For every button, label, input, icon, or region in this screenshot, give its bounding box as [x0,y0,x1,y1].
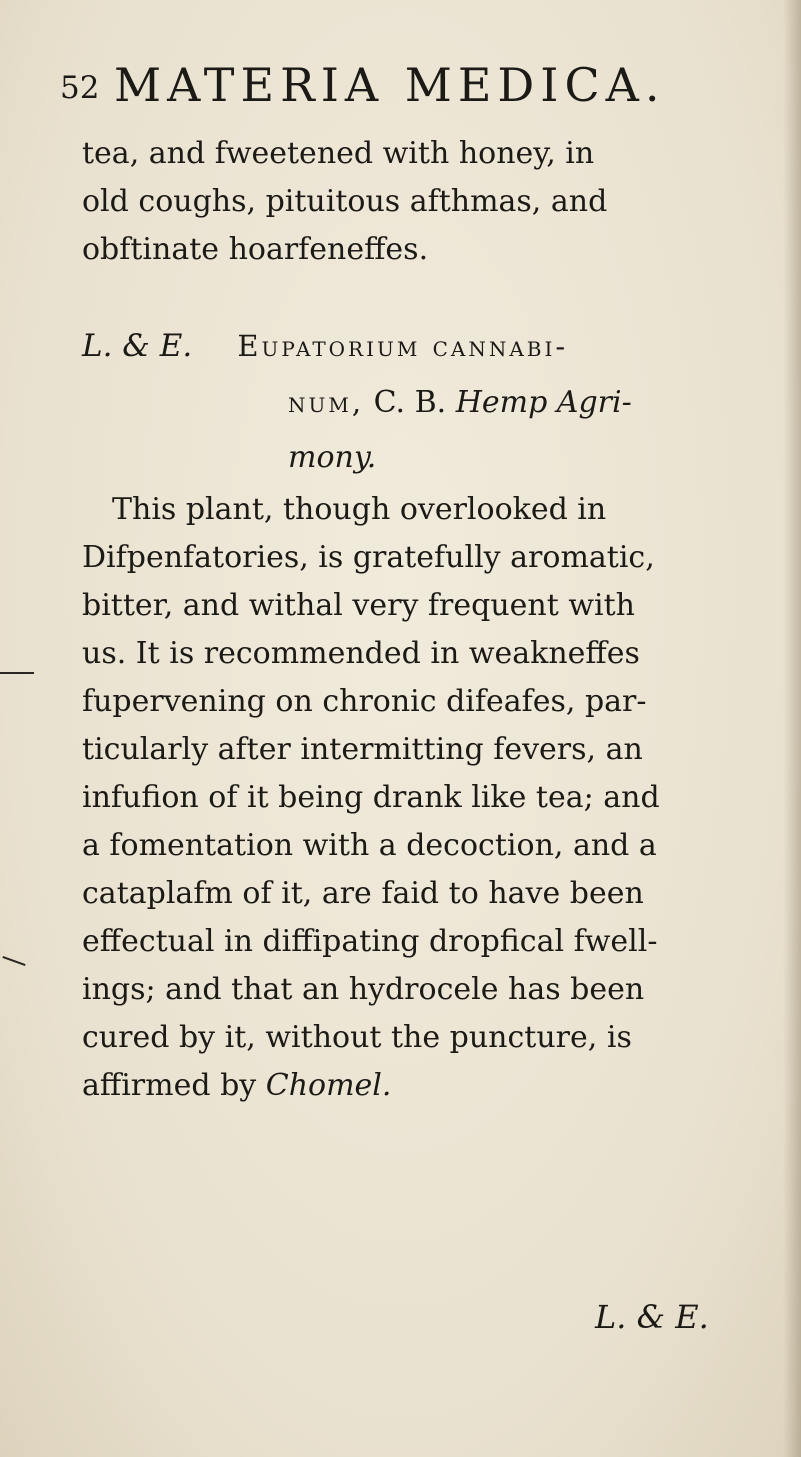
entry-common-name: Hemp Agri- [455,385,632,420]
text-line: infufion of it being drank like tea; and [82,780,660,815]
entry-source: L. & E. [82,328,193,364]
text-line: cured by it, without the puncture, is [82,1020,632,1055]
text-line: bitter, and withal very frequent with [82,588,635,623]
text-line: This plant, though overlooked in [112,492,607,527]
text-line: effectual in diffipating dropfical fwell- [82,924,658,959]
text-line: ings; and that an hydrocele has been [82,972,645,1007]
text-line: cataplafm of it, are faid to have been [82,876,644,911]
running-title: MATERIA MEDICA. [114,58,666,112]
page-number: 52 [60,70,100,106]
text-line: old coughs, pituitous afthmas, and [82,184,608,219]
page-edge-shadow [783,0,801,1457]
text-line: fupervening on chronic difeafes, par- [82,684,647,719]
text-line: Difpenfatories, is gratefully aromatic, [82,540,655,575]
author-name: Chomel. [265,1068,392,1103]
running-head [60,58,760,118]
text-line: us. It is recommended in weakneffes [82,636,640,671]
text-line: tea, and fweetened with honey, in [82,136,595,171]
spacer [82,274,762,318]
text-line: obftinate hoarfeneffes. [82,232,429,267]
entry-reference: C. B. [373,385,447,420]
catchword: L. & E. [595,1298,709,1336]
text-block [82,130,762,1110]
text-line-last [82,1062,762,1110]
text-line: a fomentation with a decoction, and a [82,828,657,863]
margin-mark [2,956,25,966]
entry-common-name-cont: mony. [288,440,377,475]
entry-heading-line-3 [82,430,762,486]
entry-heading-line-1 [82,318,762,374]
text-fragment: affirmed by [82,1068,266,1103]
entry-heading-line-2 [82,374,762,430]
text-line: ticularly after intermitting fevers, an [82,732,643,767]
entry-name-cont: num, [288,385,365,419]
entry-name: Eupatorium cannabi- [237,329,569,363]
margin-mark [0,672,34,674]
